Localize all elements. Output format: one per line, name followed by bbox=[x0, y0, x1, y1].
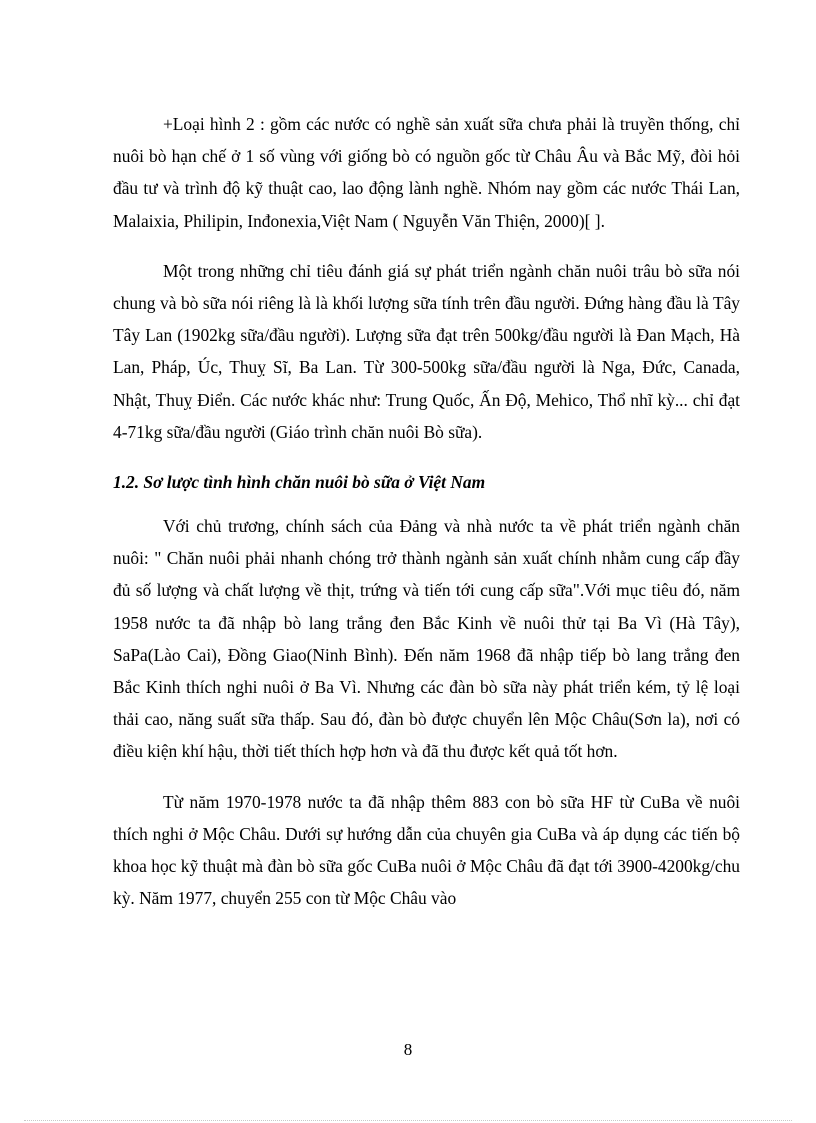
section-heading: 1.2. Sơ lược tình hình chăn nuôi bò sữa ở Việt Nam bbox=[113, 472, 486, 493]
page-body bbox=[113, 108, 740, 932]
paragraph-vietnam-policy: Với chủ trương, chính sách của Đảng và nhà nước ta về phát triển ngành chăn nuôi: " Chăn nuôi phải nhanh chóng trở thành ngành sản xuất chính nhằm cung cấp đầy đủ số lượng và chất lượng về thịt, trứng và tiến tới cung cấp sữa".Với mục tiêu đó, năm 1958 nước ta đã nhập bò lang trắng đen Bắc Kinh về nuôi thử tại Ba Vì (Hà Tây), SaPa(Lào Cai), Đồng Giao(Ninh Bình). Đến năm 1968 đã nhập tiếp bò lang trắng đen Bắc Kinh thích nghi nuôi ở Ba Vì. Nhưng các đàn bò sữa này phát triển kém, tỷ lệ loại thải cao, năng suất sữa thấp. Sau đó, đàn bò được chuyển lên Mộc Châu(Sơn la), nơi có điều kiện khí hậu, thời tiết thích hợp hơn và đã thu được kết quả tốt hơn. bbox=[113, 516, 740, 762]
paragraph-milk-per-capita: Một trong những chỉ tiêu đánh giá sự phát triển ngành chăn nuôi trâu bò sữa nói chung và bò sữa nói riêng là là khối lượng sữa tính trên đầu người. Đứng hàng đầu là Tây Tây Lan (1902kg sữa/đầu người). Lượng sữa đạt trên 500kg/đầu người là Đan Mạch, Hà Lan, Pháp, Úc, Thuỵ Sĩ, Ba Lan. Từ 300-500kg sữa/đầu người là Nga, Đức, Canada, Nhật, Thuỵ Điển. Các nước khác như: Trung Quốc, Ấn Độ, Mehico, Thổ nhĩ kỳ... chỉ đạt 4-71kg sữa/đầu người (Giáo trình chăn nuôi Bò sữa). bbox=[113, 260, 740, 442]
page-number: 8 bbox=[403, 1040, 413, 1059]
paragraph-cuba-import: Từ năm 1970-1978 nước ta đã nhập thêm 883 con bò sữa HF từ CuBa về nuôi thích nghi ở Mộc Châu. Dưới sự hướng dẫn của chuyên gia CuBa và áp dụng các tiến bộ khoa học kỹ thuật mà đàn bò sữa gốc CuBa nuôi ở Mộc Châu đã đạt tới 3900-4200kg/chu kỳ. Năm 1977, chuyển 255 con từ Mộc Châu vào bbox=[113, 791, 740, 909]
paragraph-type-2: +Loại hình 2 : gồm các nước có nghề sản xuất sữa chưa phải là truyền thống, chỉ nuôi bò hạn chế ở 1 số vùng với giống bò có nguồn gốc từ Châu Âu và Bắc Mỹ, đòi hỏi đầu tư và trình độ kỹ thuật cao, lao động lành nghề. Nhóm nay gồm các nước Thái Lan, Malaixia, Philipin, Inđonexia,Việt Nam ( Nguyễn Văn Thiện, 2000)[ ]. bbox=[113, 114, 740, 231]
footer-divider bbox=[24, 1120, 792, 1121]
